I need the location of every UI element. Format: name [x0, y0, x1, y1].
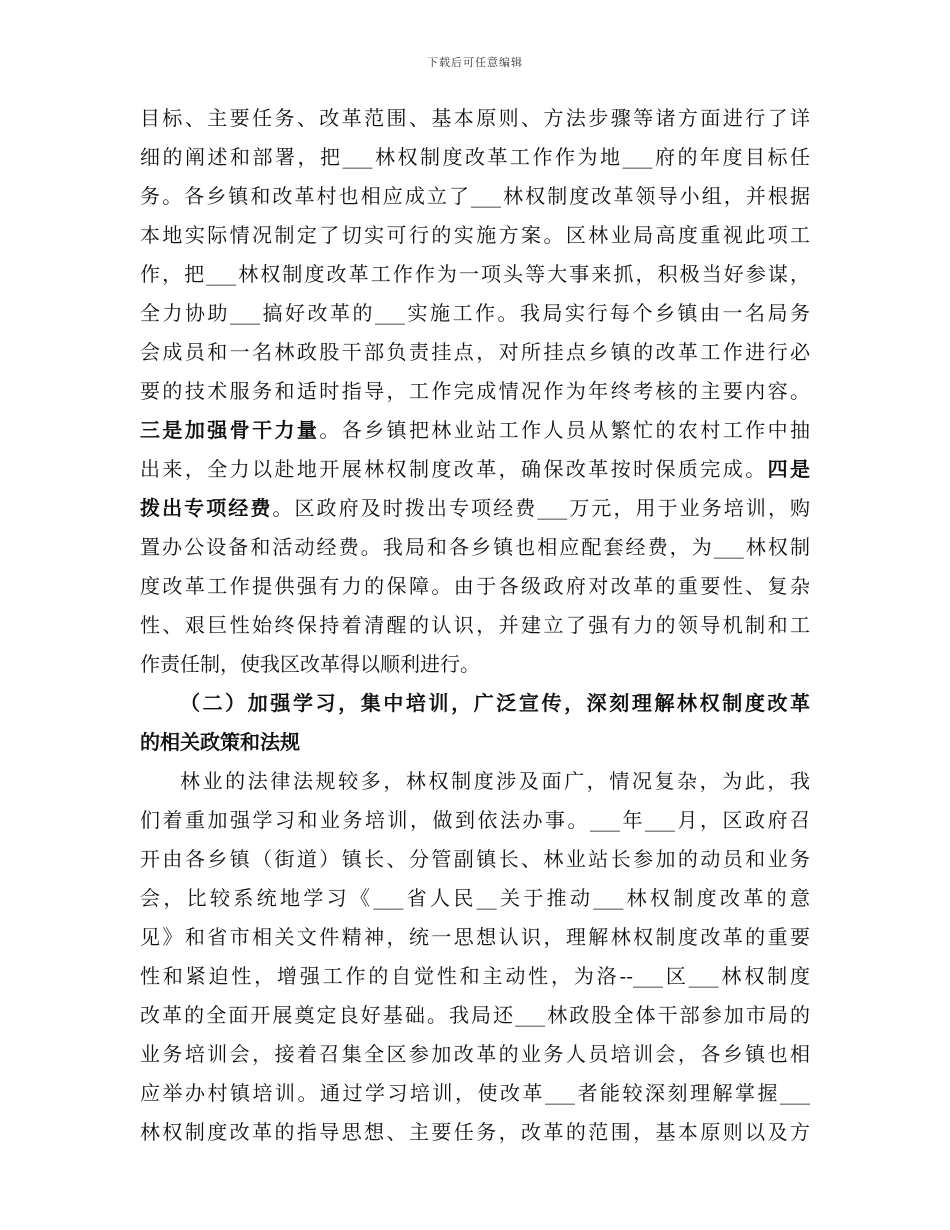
text-line	[140, 1074, 810, 1113]
text-line	[140, 489, 810, 528]
text-segment: 度改革工作提供强有力的保障。由于各级政府对改革的重要性、复杂	[140, 574, 810, 598]
text-segment: 见》和省市相关文件精神，统一思想认识，理解林权制度改革的重要	[140, 925, 810, 949]
text-segment: 会成员和一名林政股干部负责挂点，对所挂点乡镇的改革工作进行必	[140, 340, 810, 364]
text-line	[140, 567, 810, 606]
text-segment: 应举办村镇培训。通过学习培训，使改革___者能较深刻理解掌握___	[140, 1081, 810, 1105]
text-segment: 务。各乡镇和改革村也相应成立了___林权制度改革领导小组，并根据	[140, 184, 810, 208]
text-line	[140, 177, 810, 216]
text-line	[140, 138, 810, 177]
text-segment: 业务培训会，接着召集全区参加改革的业务人员培训会，各乡镇也相	[140, 1042, 810, 1066]
text-line	[140, 996, 810, 1035]
text-line	[140, 801, 810, 840]
text-line	[140, 333, 810, 372]
text-line	[140, 216, 810, 255]
text-segment: 本地实际情况制定了切实可行的实施方案。区林业局高度重视此项工	[140, 223, 810, 247]
text-segment: 们着重加强学习和业务培训，做到依法办事。___年___月，区政府召	[140, 808, 810, 832]
page-header-note: 下载后可任意编辑	[427, 56, 523, 69]
text-segment: 性和紧迫性，增强工作的自觉性和主动性，为洛--___区___林权制度	[140, 964, 810, 988]
text-segment: 。各乡镇把林业站工作人员从繁忙的农村工作中抽	[319, 418, 811, 442]
document-body	[140, 99, 810, 1152]
text-line	[140, 528, 810, 567]
text-line	[140, 723, 810, 762]
text-line	[140, 879, 810, 918]
text-line	[140, 1113, 810, 1152]
text-segment: 作，把___林权制度改革工作作为一项头等大事来抓，积极当好参谋，	[140, 262, 810, 286]
bold-text-segment: 拨出专项经费	[140, 496, 273, 520]
text-line	[140, 762, 810, 801]
text-segment: 改革的全面开展奠定良好基础。我局还___林政股全体干部参加市局的	[140, 1003, 810, 1027]
text-line	[140, 918, 810, 957]
text-segment: 作责任制，使我区改革得以顺利进行。	[140, 652, 480, 676]
text-segment: 出来，全力以赴地开展林权制度改革，确保改革按时保质完成。	[140, 457, 768, 481]
text-line	[140, 1035, 810, 1074]
text-line	[140, 255, 810, 294]
text-segment: 细的阐述和部署，把___林权制度改革工作作为地___府的年度目标任	[140, 145, 810, 169]
text-segment: 会，比较系统地学习《___省人民__关于推动___林权制度改革的意	[140, 886, 810, 910]
bold-text-segment: 三是加强骨干力量	[140, 418, 320, 442]
text-segment: 置办公设备和活动经费。我局和各乡镇也相应配套经费，为___林权制	[140, 535, 810, 559]
bold-text-segment: 四是	[767, 457, 811, 481]
text-segment: 林权制度改革的指导思想、主要任务，改革的范围，基本原则以及方	[140, 1120, 810, 1144]
text-segment: 开由各乡镇（街道）镇长、分管副镇长、林业站长参加的动员和业务	[140, 847, 810, 871]
text-line	[140, 411, 810, 450]
text-line	[140, 294, 810, 333]
bold-text-segment: （二）加强学习，集中培训，广泛宣传，深刻理解林权制度改革	[180, 691, 810, 715]
text-line	[140, 645, 810, 684]
text-line	[140, 840, 810, 879]
bold-text-segment: 的相关政策和法规	[140, 730, 300, 754]
text-line	[140, 606, 810, 645]
text-line	[140, 99, 810, 138]
text-segment: 全力协助___搞好改革的___实施工作。我局实行每个乡镇由一名局务	[140, 301, 810, 325]
text-line	[140, 450, 810, 489]
text-segment: 。区政府及时拨出专项经费___万元，用于业务培训，购	[272, 496, 811, 520]
text-segment: 林业的法律法规较多，林权制度涉及面广，情况复杂，为此，我	[180, 769, 810, 793]
text-segment: 要的技术服务和适时指导，工作完成情况作为年终考核的主要内容。	[140, 379, 810, 403]
text-segment: 性、艰巨性始终保持着清醒的认识，并建立了强有力的领导机制和工	[140, 613, 810, 637]
text-line	[140, 684, 810, 723]
text-line	[140, 957, 810, 996]
text-segment: 目标、主要任务、改革范围、基本原则、方法步骤等诸方面进行了详	[140, 106, 810, 130]
text-line	[140, 372, 810, 411]
